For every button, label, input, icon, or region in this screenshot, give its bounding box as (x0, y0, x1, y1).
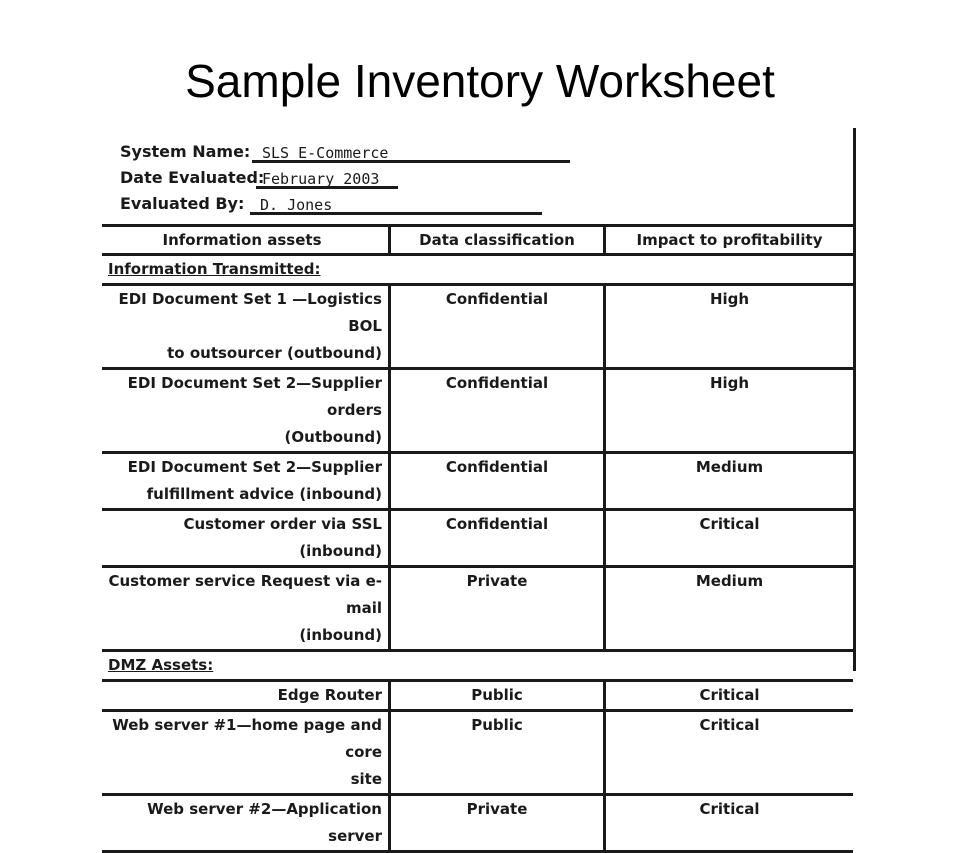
asset-cell (102, 711, 390, 795)
classification-cell: Private (390, 795, 605, 852)
asset-name-line: Web server #1—home page and core (112, 716, 382, 761)
classification-cell: Confidential (390, 510, 605, 567)
classification-cell: Confidential (390, 453, 605, 510)
section-header-row (102, 255, 853, 285)
asset-cell (102, 453, 390, 510)
table-row (102, 681, 853, 711)
impact-cell: Critical (605, 681, 854, 711)
impact-cell: Medium (605, 567, 854, 651)
asset-name-line: EDI Document Set 2—Supplier orders (127, 374, 382, 419)
header-information-assets: Information assets (102, 226, 390, 255)
section-title: Information Transmitted: (108, 260, 321, 278)
table-header-row (102, 226, 853, 255)
inventory-table-body (102, 255, 853, 852)
table-row (102, 369, 853, 453)
classification-cell: Public (390, 711, 605, 795)
asset-cell (102, 369, 390, 453)
asset-cell (102, 795, 390, 852)
asset-name-line: Edge Router (277, 686, 382, 704)
asset-name-line: Customer service Request via e-mail (108, 572, 382, 617)
impact-cell: Medium (605, 453, 854, 510)
asset-cell (102, 510, 390, 567)
system-name-label: System Name: (120, 142, 251, 161)
asset-name-line: (inbound) (299, 626, 382, 644)
section-title: DMZ Assets: (108, 656, 214, 674)
header-impact-to-profitability: Impact to profitability (605, 226, 854, 255)
classification-cell: Public (390, 681, 605, 711)
table-row (102, 510, 853, 567)
classification-cell: Confidential (390, 369, 605, 453)
table-row (102, 711, 853, 795)
table-row (102, 453, 853, 510)
asset-name-line: Web server #2—Application server (147, 800, 382, 845)
system-name-value: SLS E-Commerce (262, 144, 389, 162)
asset-cell (102, 285, 390, 369)
header-data-classification: Data classification (390, 226, 605, 255)
impact-cell: High (605, 369, 854, 453)
evaluated-by-label: Evaluated By: (120, 194, 245, 213)
slide-title: Sample Inventory Worksheet (185, 55, 775, 107)
asset-cell (102, 681, 390, 711)
impact-cell: Critical (605, 510, 854, 567)
asset-name-line: EDI Document Set 1 —Logistics BOL (118, 290, 382, 335)
table-row (102, 285, 853, 369)
asset-name-line: Customer order via SSL (inbound) (183, 515, 382, 560)
impact-cell: High (605, 285, 854, 369)
asset-cell (102, 567, 390, 651)
table-row (102, 567, 853, 651)
date-evaluated-label: Date Evaluated: (120, 168, 265, 187)
classification-cell: Confidential (390, 285, 605, 369)
impact-cell: Critical (605, 711, 854, 795)
table-row (102, 795, 853, 852)
evaluated-by-value: D. Jones (260, 196, 333, 214)
classification-cell: Private (390, 567, 605, 651)
impact-cell: Critical (605, 795, 854, 852)
asset-name-line: (Outbound) (284, 428, 382, 446)
date-evaluated-value: February 2003 (262, 170, 380, 188)
asset-name-line: site (350, 770, 382, 788)
asset-name-line: EDI Document Set 2—Supplier (127, 458, 382, 476)
asset-name-line: to outsourcer (outbound) (167, 344, 382, 362)
section-header-row (102, 651, 853, 681)
inventory-worksheet (102, 128, 856, 845)
inventory-table (102, 224, 853, 853)
asset-name-line: fulfillment advice (inbound) (146, 485, 382, 503)
